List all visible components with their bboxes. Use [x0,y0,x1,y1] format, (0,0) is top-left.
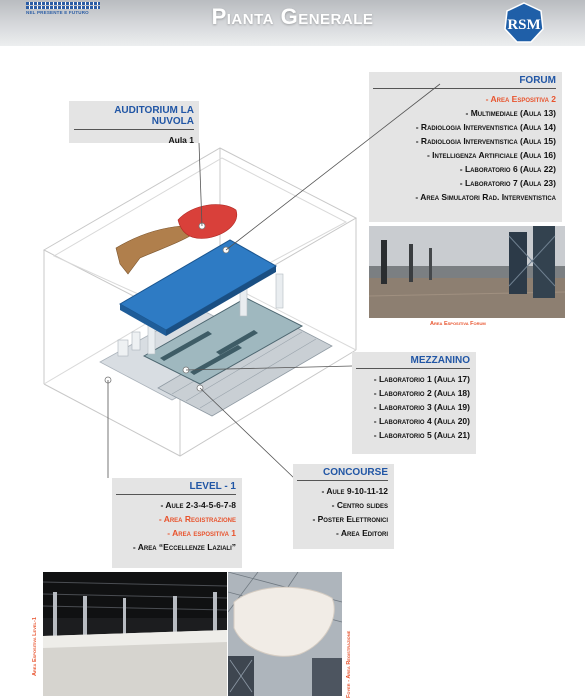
level-photo-caption: Area Espositiva Level-1 [32,617,38,676]
page-title: Pianta Generale [211,4,374,29]
forum-item-3: - Radiologia Interventistica (Aula 15) [415,136,556,146]
level-photo [43,572,227,696]
mezzanino-item-1: - Laboratorio 2 (Aula 18) [373,388,470,398]
forum-item-2: - Radiologia Interventistica (Aula 14) [415,122,556,132]
forum-item-0: - Area Espositiva 2 [485,94,556,104]
level-panel [112,478,242,568]
forum-item-6: - Laboratorio 7 (Aula 23) [459,178,556,188]
level-list [116,498,236,554]
leader-mezzanino [186,366,352,370]
mezzanino-item-2: - Laboratorio 3 (Aula 19) [373,402,470,412]
level-item-1: - Area Registrazione [158,514,236,524]
brand-tagline: NEL PRESENTE E FUTURO [26,10,89,15]
foyer-photo-caption: Foyer - Area Registrazione [346,630,352,698]
leader-auditorium [199,143,202,226]
concourse-item-0: - Aule 9-10-11-12 [321,486,388,496]
concourse-item-1: - Centro slides [331,500,388,510]
concourse-panel [293,464,394,549]
mezzanino-item-0: - Laboratorio 1 (Aula 17) [373,374,470,384]
forum-item-5: - Laboratorio 6 (Aula 22) [459,164,556,174]
logo-text: RSM [507,17,541,33]
forum-item-4: - Intelligenza Artificiale (Aula 16) [426,150,556,160]
forum-photo-caption: Area Espositiva Forum [430,321,486,327]
auditorium-item: Aula 1 [168,135,194,145]
level-item-3: - Area “Eccellenze Laziali” [132,542,236,552]
level-title: LEVEL - 1 [189,481,236,492]
forum-item-7: - Area Simulatori Rad. Interventistica [415,192,556,202]
concourse-item-3: - Area Editori [336,528,388,538]
mezzanino-title: MEZZANINO [410,355,470,366]
concourse-title: CONCOURSE [322,467,388,478]
level-item-0: - Aule 2-3-4-5-6-7-8 [160,500,236,510]
leader-concourse [200,388,294,478]
forum-item-1: - Multimediale (Aula 13) [465,108,556,118]
level-item-2: - Area espositiva 1 [167,528,236,538]
concourse-item-2: - Poster Elettronici [312,514,388,524]
forum-title: FORUM [519,75,556,86]
mezzanino-item-3: - Laboratorio 4 (Aula 20) [373,416,470,426]
leader-forum [226,84,440,250]
mezzanino-panel [352,352,476,454]
auditorium-title: AUDITORIUM LA NUVOLA [114,105,194,127]
concourse-list [297,484,388,540]
mezzanino-item-4: - Laboratorio 5 (Aula 21) [373,430,470,440]
foyer-photo [228,572,342,696]
mezzanino-list [356,372,470,442]
